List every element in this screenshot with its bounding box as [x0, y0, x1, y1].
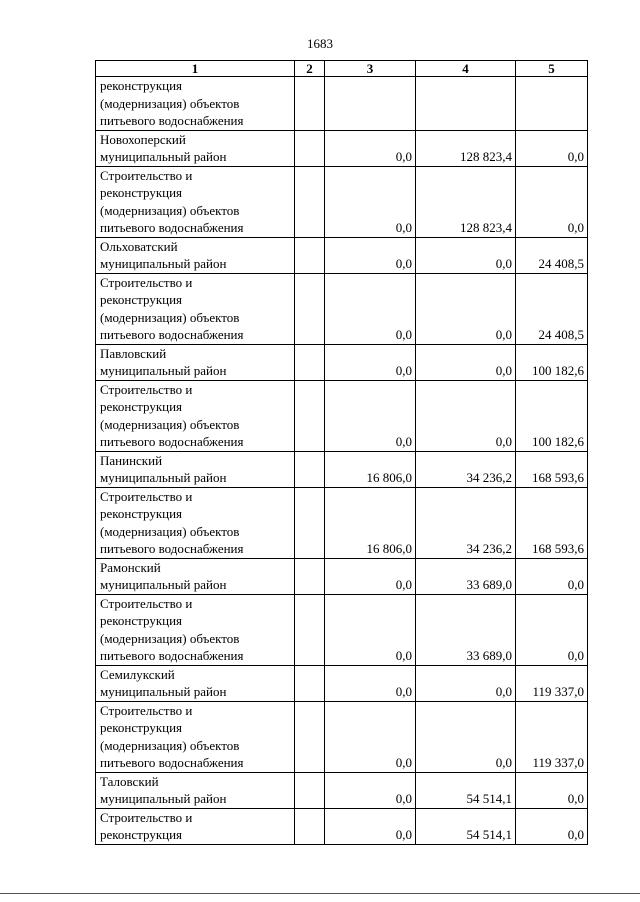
- column-header-1: 1: [96, 61, 295, 77]
- table-row: [96, 701, 588, 772]
- row-name-cell: Семилукский муниципальный район: [96, 665, 295, 701]
- row-name-cell: Строительство и реконструкция (модернизация) объектов питьевого водоснабжения: [96, 594, 295, 665]
- budget-table: [95, 60, 588, 845]
- row-col5-cell: 0,0: [516, 594, 588, 665]
- table-header-row: [96, 61, 588, 77]
- row-col5-cell: 0,0: [516, 808, 588, 844]
- table-row: [96, 487, 588, 558]
- table-row: [96, 380, 588, 451]
- row-col4-cell: 33 689,0: [416, 594, 516, 665]
- row-col5-cell: 119 337,0: [516, 701, 588, 772]
- row-col3-cell: 0,0: [325, 701, 416, 772]
- table-row: [96, 451, 588, 487]
- page-number: 1683: [307, 36, 333, 51]
- row-name-cell: реконструкция (модернизация) объектов питьевого водоснабжения: [96, 77, 295, 131]
- row-col2-cell: [295, 665, 325, 701]
- row-col5-cell: 0,0: [516, 772, 588, 808]
- row-name-cell: Панинский муниципальный район: [96, 451, 295, 487]
- row-col2-cell: [295, 273, 325, 344]
- row-col4-cell: [416, 77, 516, 131]
- row-name-cell: Рамонский муниципальный район: [96, 558, 295, 594]
- row-col4-cell: 0,0: [416, 665, 516, 701]
- row-col4-cell: 0,0: [416, 380, 516, 451]
- row-col3-cell: 0,0: [325, 273, 416, 344]
- table-row: [96, 665, 588, 701]
- table-body: [96, 77, 588, 845]
- row-col2-cell: [295, 808, 325, 844]
- row-col4-cell: 128 823,4: [416, 166, 516, 237]
- row-col5-cell: 0,0: [516, 558, 588, 594]
- row-col2-cell: [295, 344, 325, 380]
- row-col3-cell: 16 806,0: [325, 451, 416, 487]
- row-col3-cell: 0,0: [325, 808, 416, 844]
- row-col3-cell: 0,0: [325, 558, 416, 594]
- row-col4-cell: 0,0: [416, 237, 516, 273]
- column-header-5: 5: [516, 61, 588, 77]
- row-name-cell: Павловский муниципальный район: [96, 344, 295, 380]
- row-col2-cell: [295, 487, 325, 558]
- row-col5-cell: 100 182,6: [516, 344, 588, 380]
- row-col4-cell: 33 689,0: [416, 558, 516, 594]
- row-name-cell: Строительство и реконструкция (модернизация) объектов питьевого водоснабжения: [96, 166, 295, 237]
- row-col5-cell: 0,0: [516, 166, 588, 237]
- row-col2-cell: [295, 130, 325, 166]
- row-col5-cell: 24 408,5: [516, 273, 588, 344]
- row-col2-cell: [295, 451, 325, 487]
- page-bottom-rule: [0, 893, 640, 894]
- row-col3-cell: 0,0: [325, 130, 416, 166]
- row-name-cell: Строительство и реконструкция (модернизация) объектов питьевого водоснабжения: [96, 380, 295, 451]
- row-col3-cell: 0,0: [325, 665, 416, 701]
- table-row: [96, 77, 588, 131]
- row-col5-cell: 168 593,6: [516, 487, 588, 558]
- row-col2-cell: [295, 701, 325, 772]
- row-col2-cell: [295, 77, 325, 131]
- column-header-4: 4: [416, 61, 516, 77]
- row-col5-cell: [516, 77, 588, 131]
- row-col3-cell: 0,0: [325, 772, 416, 808]
- table-row: [96, 558, 588, 594]
- table-row: [96, 808, 588, 844]
- row-col3-cell: 16 806,0: [325, 487, 416, 558]
- row-name-cell: Строительство и реконструкция (модернизация) объектов питьевого водоснабжения: [96, 273, 295, 344]
- row-col3-cell: 0,0: [325, 237, 416, 273]
- row-col3-cell: 0,0: [325, 344, 416, 380]
- row-name-cell: Ольховатский муниципальный район: [96, 237, 295, 273]
- row-col4-cell: 34 236,2: [416, 487, 516, 558]
- row-col2-cell: [295, 380, 325, 451]
- row-name-cell: Строительство и реконструкция (модернизация) объектов питьевого водоснабжения: [96, 701, 295, 772]
- column-header-3: 3: [325, 61, 416, 77]
- table-row: [96, 594, 588, 665]
- row-col2-cell: [295, 594, 325, 665]
- row-col5-cell: 119 337,0: [516, 665, 588, 701]
- row-col3-cell: 0,0: [325, 594, 416, 665]
- row-col3-cell: 0,0: [325, 166, 416, 237]
- row-name-cell: Строительство и реконструкция (модернизация) объектов питьевого водоснабжения: [96, 487, 295, 558]
- row-col5-cell: 0,0: [516, 130, 588, 166]
- row-col5-cell: 168 593,6: [516, 451, 588, 487]
- row-col2-cell: [295, 772, 325, 808]
- table-row: [96, 273, 588, 344]
- row-col4-cell: 54 514,1: [416, 808, 516, 844]
- row-name-cell: Таловский муниципальный район: [96, 772, 295, 808]
- row-col4-cell: 0,0: [416, 701, 516, 772]
- column-header-2: 2: [295, 61, 325, 77]
- row-col4-cell: 34 236,2: [416, 451, 516, 487]
- row-col3-cell: 0,0: [325, 380, 416, 451]
- table-row: [96, 344, 588, 380]
- table-row: [96, 237, 588, 273]
- table-row: [96, 130, 588, 166]
- row-name-cell: Новохоперский муниципальный район: [96, 130, 295, 166]
- row-col4-cell: 54 514,1: [416, 772, 516, 808]
- row-col5-cell: 100 182,6: [516, 380, 588, 451]
- table-row: [96, 772, 588, 808]
- row-col4-cell: 128 823,4: [416, 130, 516, 166]
- row-col5-cell: 24 408,5: [516, 237, 588, 273]
- row-col2-cell: [295, 237, 325, 273]
- row-col3-cell: [325, 77, 416, 131]
- row-col2-cell: [295, 166, 325, 237]
- row-col2-cell: [295, 558, 325, 594]
- row-col4-cell: 0,0: [416, 344, 516, 380]
- table-row: [96, 166, 588, 237]
- row-col4-cell: 0,0: [416, 273, 516, 344]
- row-name-cell: Строительство и реконструкция: [96, 808, 295, 844]
